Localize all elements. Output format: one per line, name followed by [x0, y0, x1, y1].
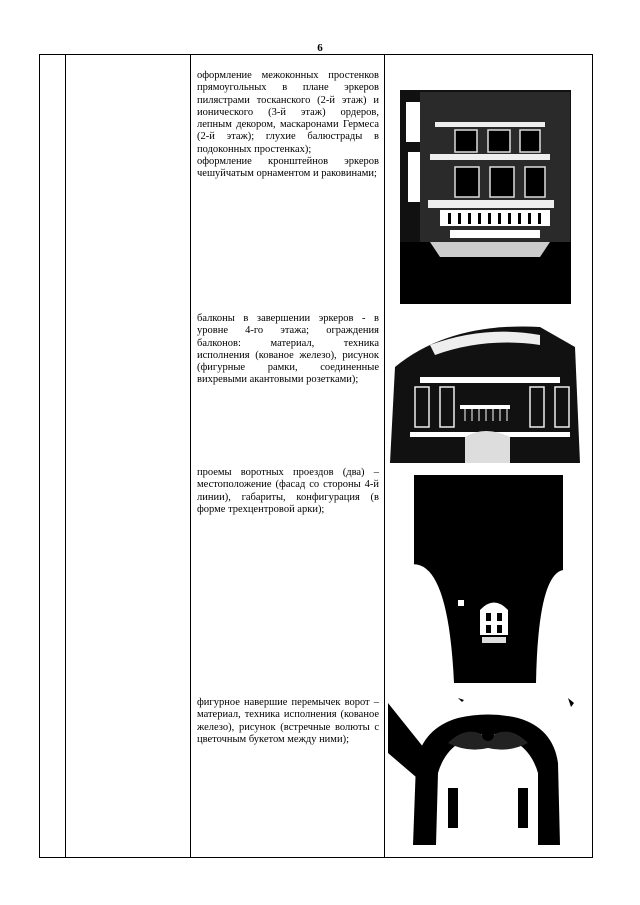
row-2-text	[197, 313, 379, 387]
row-1-paragraph-2: оформление кронштейнов эркеров чешуйчатым орнаментом и раковинами;	[197, 156, 379, 180]
column-divider-1	[65, 55, 66, 857]
page-number: 6	[317, 42, 323, 54]
row-3-paragraph-1: проемы воротных проездов (два) – местоположение (фасад со стороны 4-й линии), габариты, конфигурация (в форме трехцентровой арки);	[197, 467, 379, 515]
row-3-text	[197, 467, 379, 516]
photo-corner-balconies	[390, 317, 585, 463]
row-4-paragraph-1: фигурное навершие перемычек ворот – материал, техника исполнения (кованое железо), рисунок (встречные волюты с цветочным букетом между ними);	[197, 697, 379, 745]
photo-gate-crown	[388, 693, 588, 845]
row-4-text	[197, 697, 379, 746]
photo-facade-bay-windows	[400, 82, 571, 304]
column-divider-3	[384, 55, 385, 857]
row-2-paragraph-1: балконы в завершении эркеров - в уровне 4-го этажа; ограждения балконов: материал, техника исполнения (кованое железо), рисунок (фигурные рамки, соединенные вихревыми акантовыми розетками);	[197, 313, 379, 386]
photo-gate-passage	[408, 475, 563, 683]
column-divider-2	[190, 55, 191, 857]
row-1-text	[197, 70, 379, 181]
row-1-paragraph-1: оформление межоконных простенков прямоугольных в плане эркеров пилястрами тосканского (2-й этаж) и ионического (3-й этаж) ордеров, лепным декором, маскаронами Гермеса (2-й этаж); глухие балюстрады в подоконных простенках);	[197, 70, 379, 155]
